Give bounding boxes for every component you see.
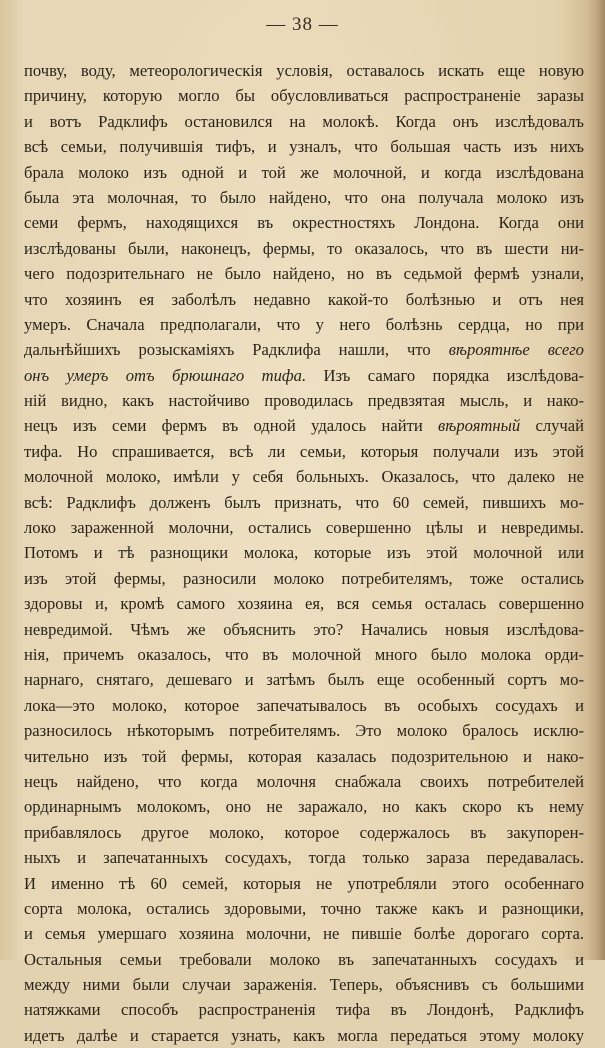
text-span: И именно тѣ 60 семей, которыя не употребляли этого особеннаго [24, 873, 584, 893]
text-span: здоровы и, кромѣ самого хозяина ея, вся семья осталась совершенно [24, 594, 584, 614]
text-line [24, 388, 584, 413]
text-span: Потомъ и тѣ разнощики молока, которые изъ этой молочной или [24, 543, 584, 563]
text-line [24, 515, 584, 540]
text-line [24, 820, 584, 845]
italic-text: вѣроятный [438, 416, 521, 436]
text-span: нарнаго, снятаго, дешеваго и затѣмъ былъ еще особенный сортъ мо- [24, 670, 584, 690]
text-line [24, 83, 584, 108]
text-line [24, 871, 584, 896]
text-span: Изъ самаго порядка изслѣдова- [306, 365, 584, 385]
text-line [24, 261, 584, 286]
text-span: невредимой. Чѣмъ же объяснить это? Начались новыя изслѣдова- [24, 619, 584, 639]
text-span: идетъ далѣе и старается узнать, какъ могла передаться этому молоку [24, 1025, 584, 1045]
text-line [24, 972, 584, 997]
text-span: ній видно, какъ настойчиво проводилась предвзятая мысль, и нако- [24, 391, 584, 411]
text-line [24, 134, 584, 159]
text-span: нія, причемъ оказалось, что въ молочной много было молока орди- [24, 644, 584, 664]
text-line [24, 210, 584, 235]
text-line [24, 109, 584, 134]
text-line [24, 693, 584, 718]
text-line [24, 591, 584, 616]
text-line [24, 667, 584, 692]
text-span: разносилось нѣкоторымъ потребителямъ. Это молоко бралось исклю- [24, 721, 584, 741]
text-span: тифа. Но спрашивается, всѣ ли семьи, которыя получали изъ этой [24, 441, 584, 461]
text-span: молочной молоко, имѣли у себя больныхъ. Оказалось, что далеко не [24, 467, 584, 487]
text-span: ординарнымъ молокомъ, оно не заражало, но какъ скоро къ нему [24, 797, 584, 817]
text-line [24, 794, 584, 819]
text-line [24, 997, 584, 1022]
text-line [24, 287, 584, 312]
text-line [24, 312, 584, 337]
text-line [24, 566, 584, 591]
text-span: чего подозрительнаго не было найдено, но въ седьмой фермѣ узнали, [24, 264, 584, 284]
text-span: ныхъ и запечатанныхъ сосудахъ, тогда только зараза передавалась. [24, 848, 584, 868]
text-line [24, 947, 584, 972]
text-line [24, 921, 584, 946]
page-number: — 38 — [266, 14, 339, 35]
text-span: Остальныя семьи требовали молоко въ запечатанныхъ сосудахъ и [24, 949, 584, 969]
text-line [24, 413, 584, 438]
text-line [24, 769, 584, 794]
text-span: дальнѣйшихъ розыскаміяхъ Радклифа нашли, что [24, 340, 449, 360]
text-line [24, 337, 584, 362]
text-line [24, 744, 584, 769]
text-span: локо зараженной молочни, остались совершенно цѣлы и невредимы. [24, 518, 584, 538]
text-span: умеръ. Сначала предполагали, что у него болѣзнь сердца, но при [24, 314, 584, 334]
text-span: брала молоко изъ одной и той же молочной, и когда изслѣдована [24, 162, 584, 182]
text-span: изслѣдованы были, наконецъ, фермы, то оказалось, что въ шести ни- [24, 238, 584, 258]
text-line [24, 185, 584, 210]
text-line [24, 1023, 584, 1048]
text-span: семи фермъ, находящихся въ окрестностяхъ Лондона. Когда они [24, 213, 584, 233]
text-span: нецъ изъ семи фермъ въ одной удалось найти [24, 416, 439, 436]
text-span: прибавлялось другое молоко, которое содержалось въ закупорен- [24, 822, 584, 842]
text-span: всѣ: Радклифъ долженъ былъ признать, что 60 семей, пившихъ мо- [24, 492, 584, 512]
text-line [24, 236, 584, 261]
text-span: была эта молочная, то было найдено, что она получала молоко изъ [24, 187, 584, 207]
text-line [24, 439, 584, 464]
text-span: что хозяинъ ея заболѣлъ недавно какой-то болѣзнью и отъ нея [24, 289, 584, 309]
text-span: и вотъ Радклифъ остановился на молокѣ. Когда онъ изслѣдовалъ [24, 111, 584, 131]
text-line [24, 642, 584, 667]
text-span: и семья умершаго хозяина молочни, не пившіе болѣе дорогаго сорта. [24, 924, 584, 944]
text-span: нецъ найдено, что когда молочня снабжала своихъ потребителей [24, 771, 584, 791]
italic-text: онъ умеръ отъ брюшнаго тифа. [24, 365, 307, 385]
page-edge-shadow [587, 0, 605, 960]
text-line [24, 617, 584, 642]
text-line [24, 490, 584, 515]
text-span: натяжками способъ распространенія тифа въ Лондонѣ, Радклифъ [24, 1000, 584, 1020]
text-span: сорта молока, остались здоровыми, точно также какъ и разнощики, [24, 898, 584, 918]
text-span: чительно изъ той фермы, которая казалась подозрительною и нако- [24, 746, 584, 766]
text-line [24, 464, 584, 489]
italic-text: вѣроятнѣе всего [448, 340, 584, 360]
text-span: всѣ семьи, получившія тифъ, и узналъ, что большая часть изъ нихъ [24, 137, 584, 157]
text-line [24, 896, 584, 921]
text-span: лока—это молоко, которое запечатывалось въ особыхъ сосудахъ и [24, 695, 584, 715]
text-span: изъ этой фермы, разносили молоко потребителямъ, тоже остались [24, 568, 584, 588]
text-line [24, 160, 584, 185]
text-line [24, 540, 584, 565]
text-line [24, 363, 584, 388]
text-span: между ними были случаи зараженія. Теперь, объяснивъ съ большими [24, 975, 584, 995]
text-line [24, 718, 584, 743]
text-line [24, 58, 584, 83]
text-span: случай [520, 416, 584, 436]
text-line [24, 845, 584, 870]
text-span: причину, которую могло бы обусловливаться распространеніе заразы [24, 86, 584, 106]
body-text [24, 58, 584, 1048]
text-span: почву, воду, метеорологическія условія, оставалось искать еще новую [24, 61, 584, 80]
